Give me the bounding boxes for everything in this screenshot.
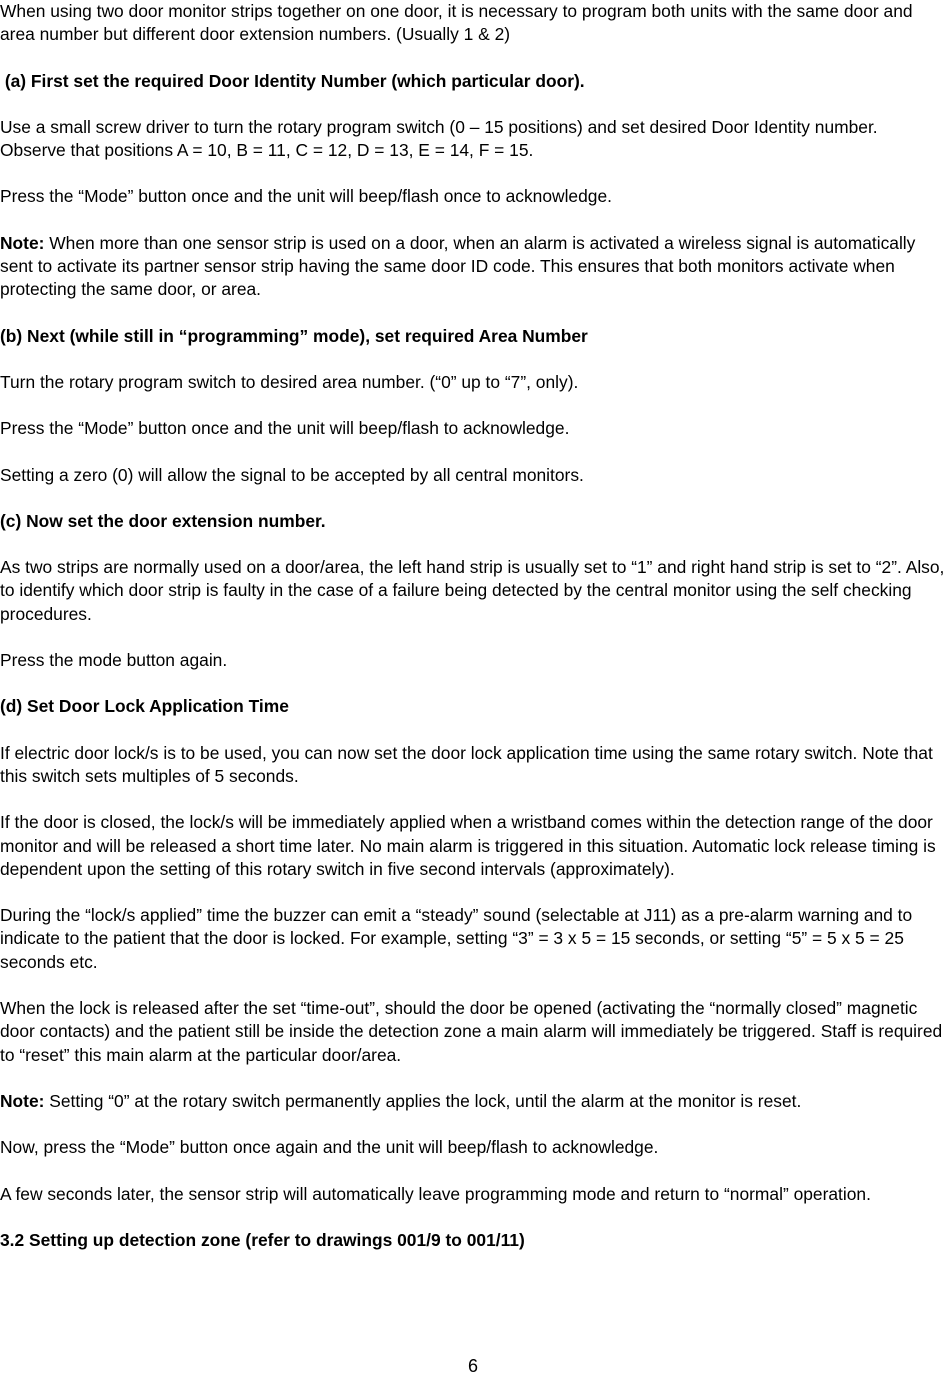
step-d-door-closed: If the door is closed, the lock/s will be immediately applied when a wristband comes within the detection range of the door monitor and will be released a short time later. No main alarm is triggered in this situation. Automatic lock release timing is dependent upon the setting of this rotary switch in five second intervals (approximately). — [0, 812, 936, 879]
step-d-lock-released: When the lock is released after the set “time-out”, should the door be opened (activating the “normally closed” magnetic door contacts) and the patient still be inside the detection zone a main alarm will immediately be triggered. Staff is required to “reset” this main alarm at the particular door/area. — [0, 998, 943, 1065]
step-b-press-mode: Press the “Mode” button once and the unit will beep/flash to acknowledge. — [0, 418, 570, 439]
step-c-heading: (c) Now set the door extension number. — [0, 510, 326, 531]
intro-paragraph: When using two door monitor strips together on one door, it is necessary to program both units with the same door and area number but different door extension numbers. (Usually 1 & 2) — [0, 1, 913, 45]
step-d-press-mode: Now, press the “Mode” button once again and the unit will beep/flash to acknowledge. — [0, 1137, 659, 1158]
step-a-heading: (a) First set the required Door Identity Number (which particular door). — [0, 70, 585, 91]
note-lock-permanent — [0, 1090, 946, 1113]
step-d-leave-programming: A few seconds later, the sensor strip will automatically leave programming mode and return to “normal” operation. — [0, 1183, 871, 1204]
step-b-instruction: Turn the rotary program switch to desired area number. (“0” up to “7”, only). — [0, 371, 579, 392]
step-a-instruction: Use a small screw driver to turn the rotary program switch (0 – 15 positions) and set desired Door Identity number. Observe that positions A = 10, B = 11, C = 12, D = 13, E = 14, F = 15. — [0, 116, 878, 161]
note-door-id — [0, 232, 946, 302]
step-a-press-mode: Press the “Mode” button once and the unit will beep/flash once to acknowledge. — [0, 186, 612, 207]
note-label: Note: — [0, 232, 45, 253]
step-c-press-mode: Press the mode button again. — [0, 650, 228, 671]
step-b-heading: (b) Next (while still in “programming” mode), set required Area Number — [0, 325, 588, 346]
step-d-buzzer: During the “lock/s applied” time the buzzer can emit a “steady” sound (selectable at J11) as a pre-alarm warning and to indicate to the patient that the door is locked. For example, setting “3” = 3 x 5 = 15 seconds, or setting “5” = 5 x 5 = 25 seconds etc. — [0, 905, 913, 972]
step-d-instruction: If electric door lock/s is to be used, you can now set the door lock application time using the same rotary switch. Note that this switch sets multiples of 5 seconds. — [0, 742, 933, 786]
note-text: When more than one sensor strip is used on a door, when an alarm is activated a wireless signal is automatically sent to activate its partner sensor strip having the same door ID code. This ensures that both monitors activate when protecting the same door, or area. — [0, 232, 916, 300]
note-text: Setting “0” at the rotary switch permanently applies the lock, until the alarm at the monitor is reset. — [44, 1090, 802, 1111]
step-c-instruction: As two strips are normally used on a door/area, the left hand strip is usually set to “1” and right hand strip is set to “2”. Also, to identify which door strip is faulty in the case of a failure being detected by the central monitor using the self checking procedures. — [0, 557, 945, 624]
step-d-heading: (d) Set Door Lock Application Time — [0, 696, 289, 717]
note-label: Note: — [0, 1090, 45, 1111]
section-heading: 3.2 Setting up detection zone (refer to drawings 001/9 to 001/11) — [0, 1229, 525, 1250]
page-number: 6 — [467, 1356, 478, 1376]
step-b-zero-setting: Setting a zero (0) will allow the signal to be accepted by all central monitors. — [0, 464, 584, 485]
